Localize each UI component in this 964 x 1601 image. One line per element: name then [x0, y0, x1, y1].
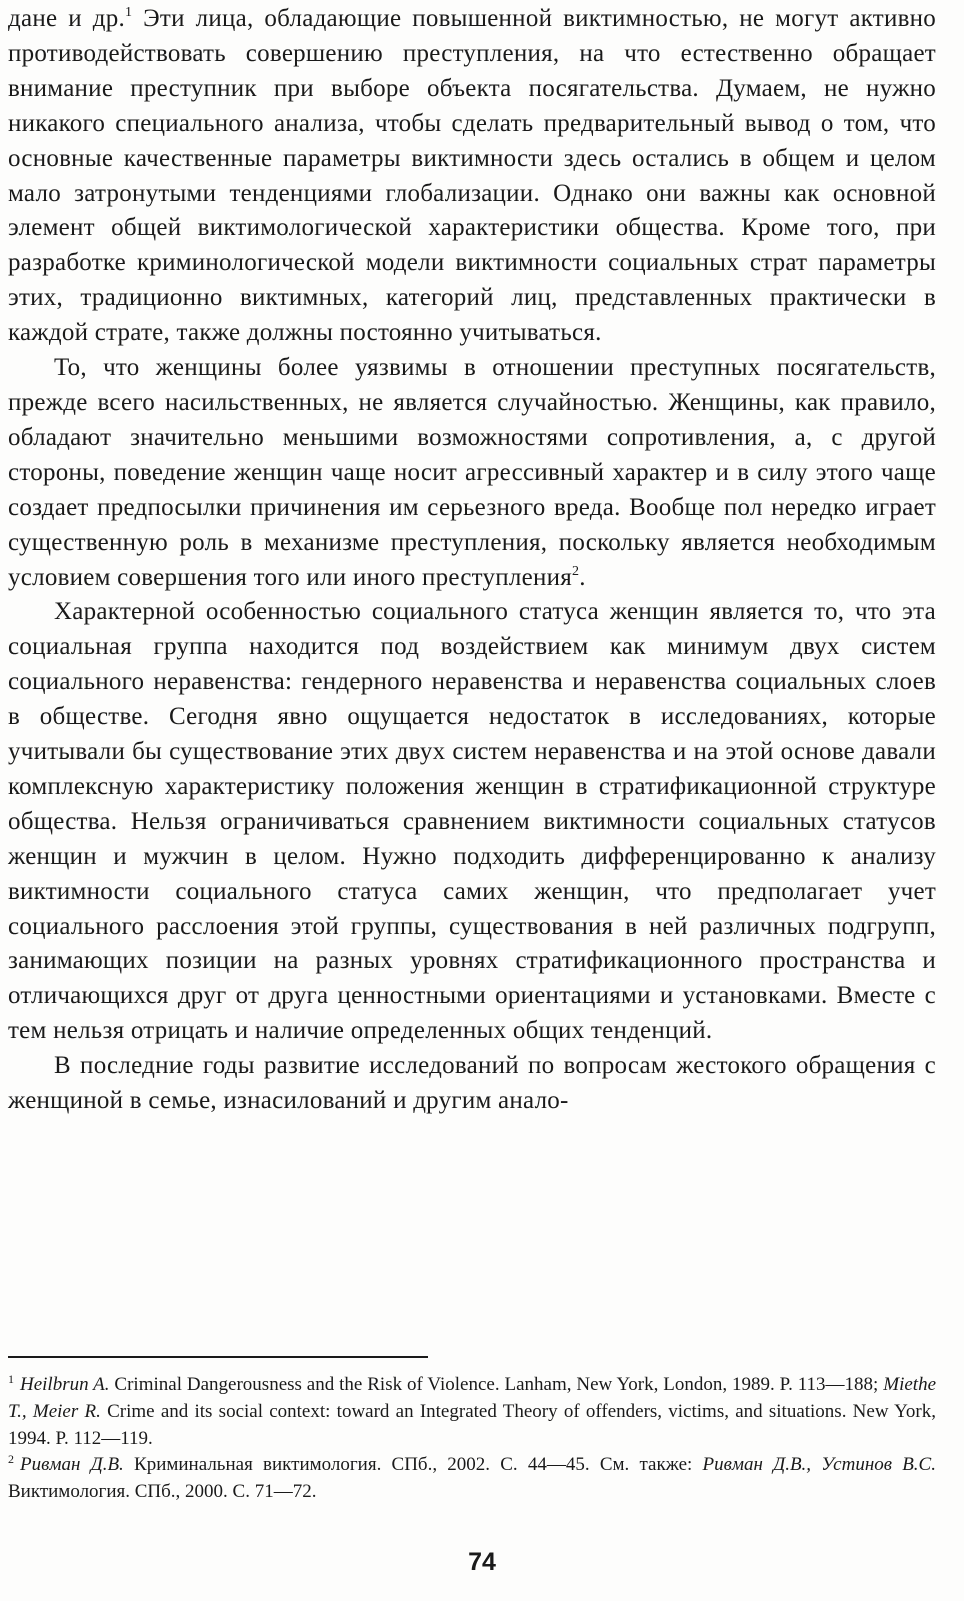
page-number: 74 [468, 1548, 496, 1576]
footnote-ref-2[interactable]: 2 [571, 563, 580, 579]
paragraph-1-text-cont: Эти лица, обладающие повышенной виктимностью, не могут активно противодействовать совершению преступления, на что естественно обращает внимание преступник при выборе объекта посягательства. Думаем, не нужно никакого специального анализа, чтобы сделать предварительный вывод о том, что основные качественные параметры виктимности здесь остались в общем и целом мало затронутыми тенденциями глобализации. Однако они важны как основной элемент общей виктимологической характеристики общества. Кроме того, при разработке криминологической модели виктимности социальных страт параметры этих, традиционно виктимных, категорий лиц, представленных практически в каждой страте, также должны постоянно учитываться. [8, 5, 937, 347]
paragraph-2 [8, 351, 936, 595]
footnote-1-text-1: Criminal Dangerousness and the Risk of Violence. Lanham, New York, London, 1989. P. 113—188; [109, 1374, 884, 1395]
footnote-2-author-1: Ривман Д.В. [20, 1454, 124, 1476]
footnote-1-text-2: Crime and its social context: toward an Integrated Theory of offenders, victims, and situations. New York, 1994. P. 112—119. [8, 1400, 936, 1449]
footnotes [8, 1372, 936, 1506]
footnote-1-author-2: Miethe T., Meier R. [8, 1374, 937, 1422]
footnote-2 [8, 1452, 936, 1506]
paragraph-2-text-cont: . [579, 563, 586, 591]
main-text [8, 2, 936, 1119]
paragraph-4: В последние годы развитие исследований по вопросам жестокого обращения с женщиной в семье, изнасилований и другим анало- [8, 1052, 936, 1115]
footnote-2-text-1: Криминальная виктимология. СПб., 2002. С. 44—45. См. также: [123, 1454, 703, 1476]
paragraph-1 [8, 2, 936, 351]
paragraph-2-text: То, что женщины более уязвимы в отношении преступных посягательств, прежде всего насильственных, не является случайностью. Женщины, как правило, обладают значительно меньшими возможностями сопротивления, а, с другой стороны, поведение женщин чаще носит агрессивный характер и в силу этого чаще создает предпосылки причинения им серьезного вреда. Вообще пол нередко играет существенную роль в механизме преступления, поскольку является необходимым условием совершения того или иного преступления [8, 354, 936, 591]
footnote-1 [8, 1372, 936, 1452]
footnote-1-mark: 1 [8, 1372, 14, 1386]
paragraph-1-text: дане и др. [8, 5, 125, 32]
footnote-divider [8, 1356, 428, 1358]
footnote-2-author-2: Ривман Д.В., Устинов В.С. [702, 1454, 936, 1476]
footnote-1-author-1: Heilbrun A. [20, 1374, 110, 1395]
paragraph-3: Характерной особенностью социального статуса женщин является то, что эта социальная группа находится под воздействием как минимум двух систем социального неравенства: гендерного неравенства и неравенства социальных слоев в обществе. Сегодня явно ощущается недостаток в исследованиях, которые учитывали бы существование этих двух систем неравенства и на этой основе давали комплексную характеристику положения женщин в стратификационной структуре общества. Нельзя ограничиваться сравнением виктимности социальных статусов женщин и мужчин в целом. Нужно подходить дифференцированно к анализу виктимности социального статуса самих женщин, что предполагает учет социального расслоения этой группы, существования в ней различных подгрупп, занимающих позиции на разных уровнях стратификационного пространства и отличающихся друг от друга ценностными ориентациями и установками. Вместе с тем нельзя отрицать и наличие определенных общих тенденций. [8, 598, 936, 1045]
footnote-2-mark: 2 [8, 1452, 14, 1467]
footnote-ref-1[interactable]: 1 [125, 5, 133, 20]
footnote-2-text-2: Виктимология. СПб., 2000. С. 71—72. [8, 1481, 317, 1503]
